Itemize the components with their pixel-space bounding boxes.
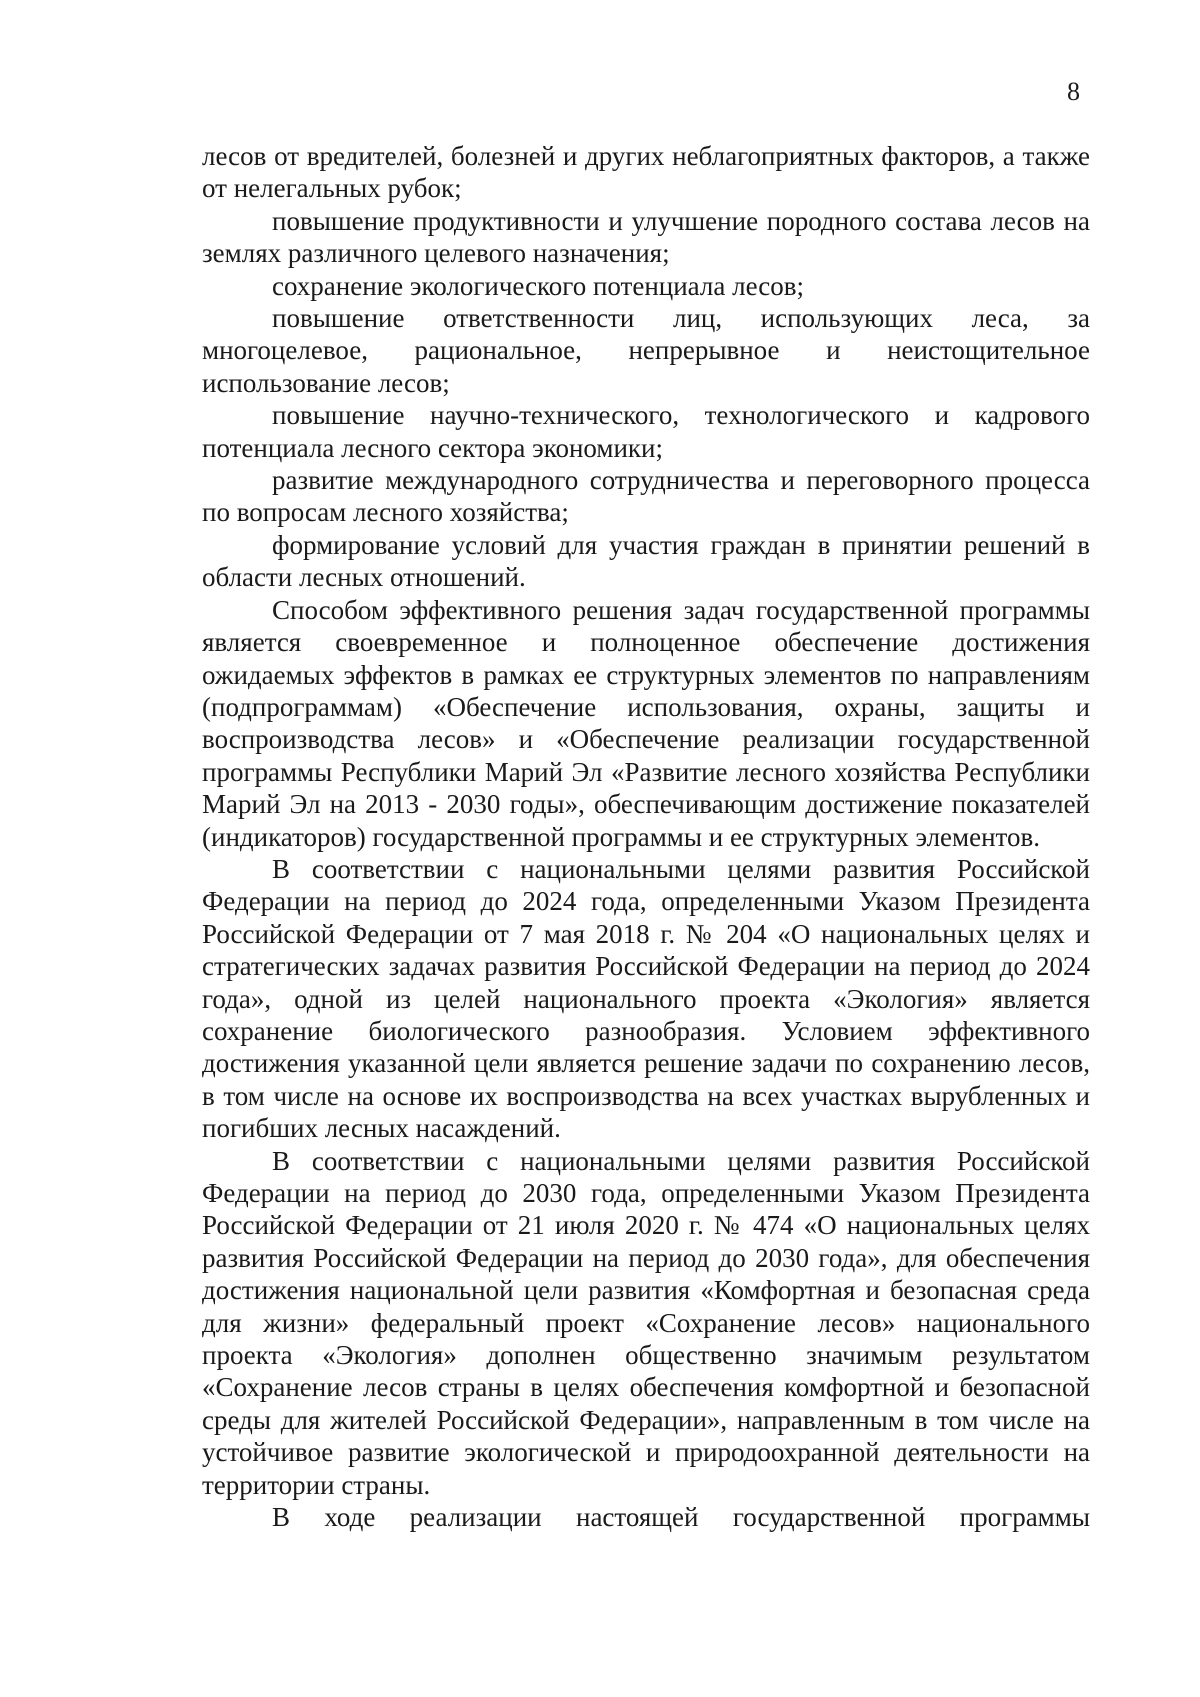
list-item-international-cooperation: развитие международного сотрудничества и переговорного процесса по вопросам лесного хозяйства; xyxy=(202,465,1090,528)
page-number: 8 xyxy=(1067,77,1080,106)
paragraph-solution-method: Способом эффективного решения задач государственной программы является своевременное и полноценное обеспечение достижения ожидаемых эффектов в рамках ее структурных элементов по направлениям (подпрограммам) «Обеспечение использования, охраны, защиты и воспроизводства лесов» и «Обеспечение реализации государственной программы Республики Марий Эл «Развитие лесного хозяйства Республики Марий Эл на 2013 - 2030 годы», обеспечивающим достижение показателей (индикаторов) государственной программы и ее структурных элементов. xyxy=(202,594,1090,852)
list-item-scientific-potential: повышение научно-технического, технологического и кадрового потенциала лесного сектора экономики; xyxy=(202,400,1090,463)
list-item-ecological-potential: сохранение экологического потенциала лесов; xyxy=(272,270,804,301)
paragraph-national-goals-2030: В соответствии с национальными целями развития Российской Федерации на период до 2030 года, определенными Указом Президента Российской Федерации от 21 июля 2020 г. № 474 «О национальных целях развития Российской Федерации на период до 2030 года», для обеспечения достижения национальной цели развития «Комфортная и безопасная среда для жизни» федеральный проект «Сохранение лесов» национального проекта «Экология» дополнен общественно значимым результатом «Сохранение лесов страны в целях обеспечения комфортной и безопасной среды для жителей Российской Федерации», направленным в том числе на устойчивое развитие экологической и природоохранной деятельности на территории страны. xyxy=(202,1145,1090,1500)
list-item-citizen-participation: формирование условий для участия граждан в принятии решений в области лесных отношений. xyxy=(202,529,1090,593)
paragraph-implementation-start: В ходе реализации настоящей государственной программы xyxy=(272,1502,1090,1533)
paragraph-national-goals-2024: В соответствии с национальными целями развития Российской Федерации на период до 2024 года, определенными Указом Президента Российской Федерации от 7 мая 2018 г. № 204 «О национальных целях и стратегических задачах развития Российской Федерации на период до 2024 года», одной из целей национального проекта «Экология» является сохранение биологического разнообразия. Условием эффективного достижения указанной цели является решение задачи по сохранению лесов, в том числе на основе их воспроизводства на всех участках вырубленных и погибших лесных насаждений. xyxy=(202,853,1090,1144)
paragraph-continuation: лесов от вредителей, болезней и других неблагоприятных факторов, а также от нелегальных рубок; xyxy=(202,141,1090,204)
document-body xyxy=(202,140,1090,1533)
list-item-responsibility: повышение ответственности лиц, использующих леса, за многоцелевое, рациональное, непрерывное и неистощительное использование лесов; xyxy=(202,303,1090,398)
list-item-productivity: повышение продуктивности и улучшение породного состава лесов на землях различного целевого назначения; xyxy=(202,205,1090,269)
